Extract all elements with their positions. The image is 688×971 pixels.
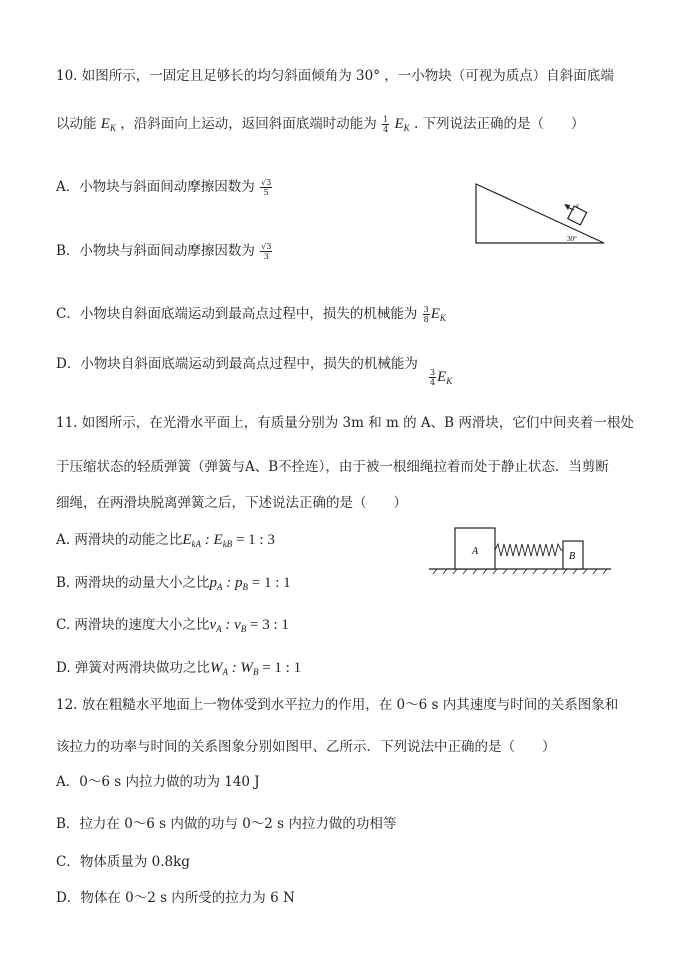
q12-option-a: A．0～6 s 内拉力做的功为 140 J <box>56 774 260 790</box>
q10-option-b-text: B．小物块与斜面间动摩擦因数为 <box>56 243 255 259</box>
q10-option-c-fraction: $\frac{3}{8}$ <box>423 305 429 324</box>
incline-figure <box>470 180 610 250</box>
q10-stem-line1: 10. 如图所示，一固定且足够长的均匀斜面倾角为 30° ，一小物块（可视为质点）自斜面底端 <box>56 68 614 84</box>
q10-option-d <box>56 352 418 372</box>
angle-label: 30° <box>567 235 577 243</box>
q10-option-d-ek: $E_K$ <box>437 369 453 386</box>
q11-option-b: B. 两滑块的动量大小之比$p_A$ : $p_B = 1$ : 1 <box>56 575 291 592</box>
q10-option-d-text: D．小物块自斜面底端运动到最高点过程中，损失的机械能为 <box>56 356 418 372</box>
velocity-arrowhead-icon <box>564 204 570 210</box>
q10-stem-text-c: . 下列说法正确的是（ ） <box>413 116 585 132</box>
q10-ek-symbol: $E_K$ <box>100 116 116 133</box>
block-a-label: A <box>472 546 479 557</box>
q10-option-a <box>56 175 273 197</box>
q10-option-a-text: A．小物块与斜面间动摩擦因数为 <box>56 179 255 195</box>
q10-stem-line2 <box>56 112 585 134</box>
q11-option-a: A. 两滑块的动能之比$E_{kA}$ : $E_{kB} = 1$ : 3 <box>56 532 275 549</box>
ground-hatching <box>433 569 607 574</box>
spring-figure <box>425 524 615 578</box>
block-b-label: B <box>569 551 576 562</box>
spring-coil <box>495 544 563 556</box>
q11-stem-line1: 11. 如图所示，在光滑水平面上，有质量分别为 3m 和 m 的 A、B 两滑块，它们中间夹着一根处 <box>56 415 634 431</box>
q11-stem-line3: 细绳，在两滑块脱离弹簧之后，下述说法正确的是（ ） <box>56 495 407 511</box>
velocity-label: v <box>576 202 580 210</box>
q10-option-c <box>56 302 446 324</box>
q10-option-b <box>56 239 273 261</box>
q11-option-c: C. 两滑块的速度大小之比$v_A$ : $v_B = 3$ : 1 <box>56 617 289 634</box>
q10-stem-text-b: ，沿斜面向上运动，返回斜面底端时动能为 <box>120 116 377 132</box>
q10-ek-symbol-2: $E_K$ <box>394 116 410 133</box>
q10-option-c-ek: $E_K$ <box>430 306 446 323</box>
q10-option-d-value <box>428 368 452 387</box>
q10-option-a-fraction: $\frac{√3}{5}$ <box>261 178 272 197</box>
q10-option-d-fraction: $\frac{3}{4}$ <box>430 368 436 387</box>
q10-fraction: $\frac{1}{4}$ <box>383 115 389 134</box>
q10-option-b-fraction: $\frac{√3}{3}$ <box>261 242 272 261</box>
q10-option-c-text: C．小物块自斜面底端运动到最高点过程中，损失的机械能为 <box>56 306 418 322</box>
q10-stem-text-a: 以动能 <box>56 116 97 132</box>
q12-stem-line1: 12. 放在粗糙水平地面上一物体受到水平拉力的作用，在 0～6 s 内其速度与时间的关系图象和 <box>56 697 619 713</box>
q12-option-c: C．物体质量为 0.8kg <box>56 854 190 870</box>
q12-stem-line2: 该拉力的功率与时间的关系图象分别如图甲、乙所示．下列说法中正确的是（ ） <box>56 739 556 755</box>
q11-stem-line2: 于压缩状态的轻质弹簧（弹簧与A、B不拴连），由于被一根细绳拉着而处于静止状态．当剪断 <box>56 459 609 475</box>
q12-option-d: D．物体在 0～2 s 内所受的拉力为 6 N <box>56 890 295 906</box>
q11-option-d: D. 弹簧对两滑块做功之比$W_A$ : $W_B = 1$ : 1 <box>56 660 302 677</box>
q12-option-b: B．拉力在 0～6 s 内做的功与 0～2 s 内拉力做的功相等 <box>56 816 397 832</box>
